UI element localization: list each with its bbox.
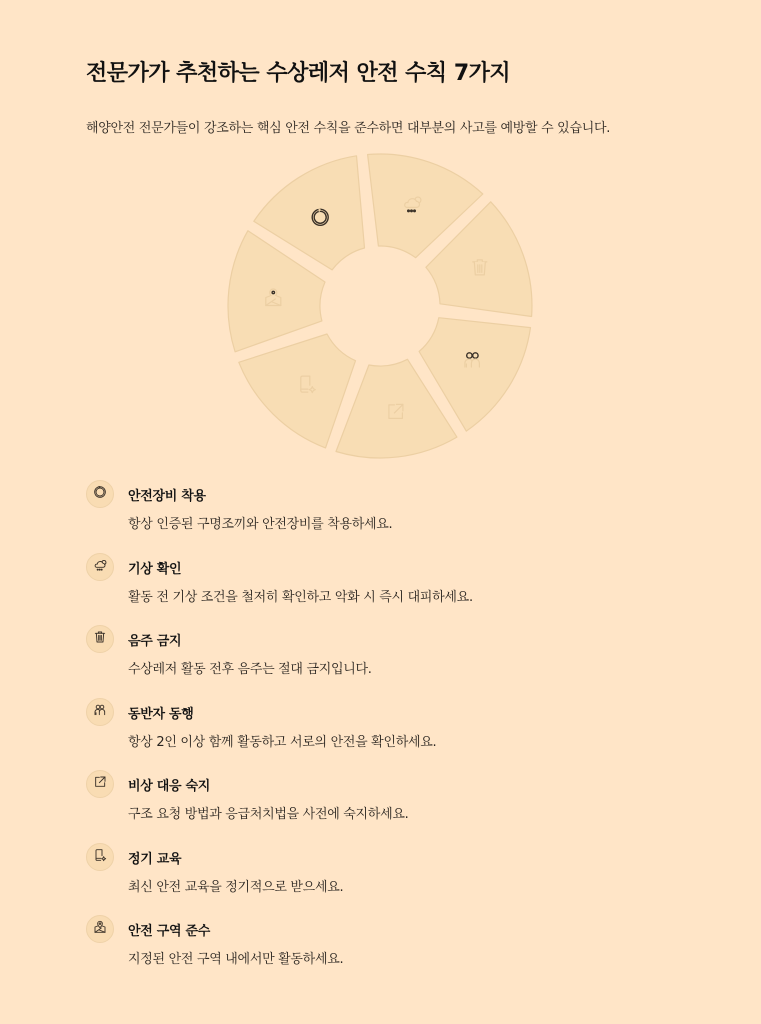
wheel-svg xyxy=(220,146,540,466)
book-sparkle-icon xyxy=(92,847,108,867)
wheel-segment-5 xyxy=(239,334,356,448)
rule-item-3 xyxy=(86,698,686,771)
trash-icon xyxy=(473,260,487,275)
rule-badge xyxy=(86,770,114,798)
trash-icon xyxy=(92,629,108,649)
rule-title: 안전장비 착용 xyxy=(128,489,206,504)
rule-title: 비상 대응 숙지 xyxy=(128,779,210,794)
map-pin-icon xyxy=(92,919,108,939)
rule-item-2 xyxy=(86,625,686,698)
lifebuoy-ring-icon xyxy=(92,484,108,504)
rule-title: 안전 구역 준수 xyxy=(128,924,210,939)
rule-item-4 xyxy=(86,770,686,843)
rule-badge xyxy=(86,480,114,508)
cloud-rain-sun-icon xyxy=(92,557,108,577)
rule-title: 음주 금지 xyxy=(128,634,182,649)
rule-badge xyxy=(86,843,114,871)
rule-description: 항상 인증된 구명조끼와 안전장비를 착용하세요. xyxy=(128,517,393,532)
rule-badge xyxy=(86,625,114,653)
rules-list xyxy=(86,480,686,988)
rule-description: 항상 2인 이상 함께 활동하고 서로의 안전을 확인하세요. xyxy=(128,734,437,750)
rule-description: 구조 요청 방법과 응급처치법을 사전에 숙지하세요. xyxy=(128,807,409,822)
page-subtitle: 해양안전 전문가들이 강조하는 핵심 안전 수칙을 준수하면 대부분의 사고를 예방할 수 있습니다. xyxy=(86,121,611,136)
rule-description: 최신 안전 교육을 정기적으로 받으세요. xyxy=(128,879,344,895)
rule-description: 지정된 안전 구역 내에서만 활동하세요. xyxy=(128,952,344,967)
rule-item-5 xyxy=(86,843,686,916)
page-title: 전문가가 추천하는 수상레저 안전 수칙 7가지 xyxy=(86,61,511,86)
rule-description: 수상레저 활동 전후 음주는 절대 금지입니다. xyxy=(128,662,372,677)
rule-item-0 xyxy=(86,480,686,553)
external-link-icon xyxy=(389,404,403,418)
people-icon xyxy=(92,702,108,722)
rule-title: 동반자 동행 xyxy=(128,706,194,722)
external-link-icon xyxy=(92,774,108,794)
rule-description: 활동 전 기상 조건을 철저히 확인하고 악화 시 즉시 대피하세요. xyxy=(128,589,473,605)
rule-badge xyxy=(86,915,114,943)
rule-title: 정기 교육 xyxy=(128,851,182,867)
rule-item-1 xyxy=(86,553,686,626)
rule-badge xyxy=(86,698,114,726)
safety-wheel-diagram xyxy=(220,146,540,466)
rule-badge xyxy=(86,553,114,581)
rule-item-6 xyxy=(86,915,686,988)
rule-title: 기상 확인 xyxy=(128,561,182,577)
